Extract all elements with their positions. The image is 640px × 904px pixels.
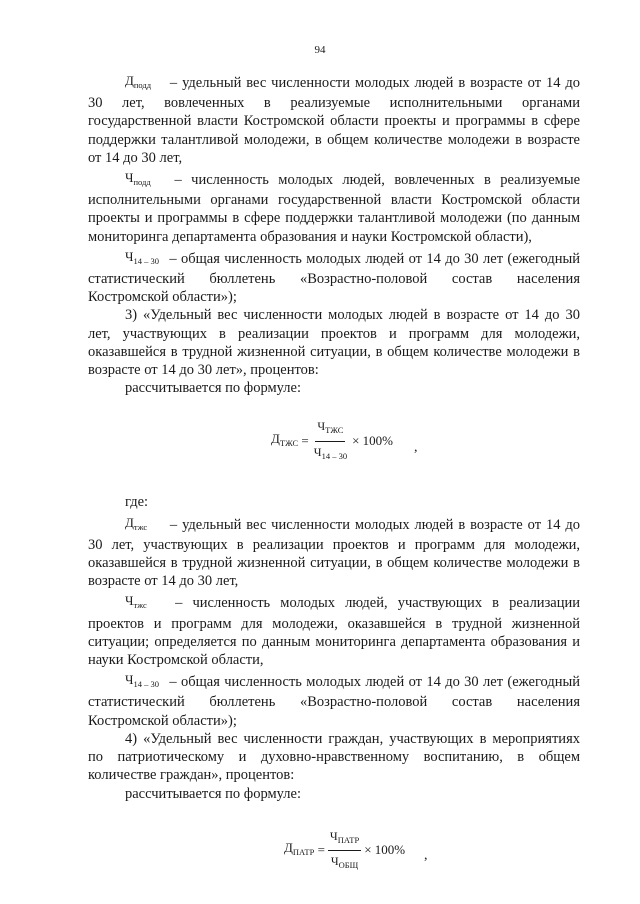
symbol: $Ч_{14 - 30}$: [125, 248, 159, 266]
denominator: $Ч_{ОБЩ}$: [330, 853, 359, 870]
definition-text: – удельный вес численности молодых людей в возрасте от 14 до 30 лет, участвующих в реализации проектов и программ для молодежи, оказавшейся в трудной жизненной ситуации, в общем количестве молодежи в возрасте от 14 до 30 лет,: [88, 516, 580, 590]
formula-multiplier: × 100%: [352, 433, 393, 449]
formula-fraction: [312, 417, 349, 464]
definition-ch-podd: [88, 169, 580, 246]
definition-text: – численность молодых людей, вовлеченных в реализуемые исполнительными органами государственной власти Костромской области проекты и программы в сфере поддержки талантливой молодежи (по данным мониторинга департамента образования и науки Костромской области),: [88, 172, 581, 245]
formula-tzhs: $Д_{ТЖС}$ = $\frac{Ч_{ТЖС}}{Ч_{14 - 30}}$ × 100% ,: [88, 403, 580, 475]
definition-d-tzhs: [88, 514, 580, 591]
formula-lhs: $Д_{ПАТР}$: [284, 840, 315, 858]
formula-intro: рассчитывается по формуле:: [125, 380, 301, 397]
where-label: где:: [125, 494, 149, 511]
indicator-3-paragraph: 3) «Удельный вес численности молодых людей в возрасте от 14 до 30 лет, участвующих в реализации проектов и программ для молодежи, оказавшейся в трудной жизненной ситуации, в общем количестве молодежи в возрасте от 14 до 30 лет», процентов:: [88, 307, 580, 379]
definition-ch-14-30-second: [88, 671, 580, 730]
formula-lhs: $Д_{ТЖС}$: [271, 431, 299, 449]
definition-text: – численность молодых людей, участвующих в реализации проектов и программ для молодежи, оказавшейся в трудной жизненной ситуации; определяется по данным мониторинга департамента образования и науки Костромской области,: [88, 595, 581, 669]
denominator: $Ч_{14 - 30}$: [313, 444, 348, 461]
symbol: $Ч_{14 - 30}$: [125, 672, 159, 690]
formula-intro-second: рассчитывается по формуле:: [125, 785, 301, 802]
numerator: $Ч_{ТЖС}$: [315, 417, 345, 441]
definition-text: – удельный вес численности молодых людей в возрасте от 14 до 30 лет, вовлеченных в реализуемые исполнительными органами государственной власти Костромской области проекты и программы в сфере поддержки талантливой молодежи, в общем количестве молодежи в возрасте от 14 до 30 лет,: [88, 75, 580, 166]
formula-patr: $Д_{ПАТР}$ = $\frac{Ч_{ПАТР}}{Ч_{ОБЩ}}$ × 100% ,: [88, 809, 580, 881]
numerator: $Ч_{ПАТР}$: [328, 827, 361, 851]
definition-ch-tzhs: [88, 592, 580, 669]
definition-d-podd: [88, 72, 580, 167]
symbol: $Ч_{тжс}$: [125, 593, 147, 611]
definition-ch-14-30: [88, 248, 580, 307]
page-number: 94: [314, 44, 326, 56]
formula-comma: ,: [414, 440, 418, 456]
formula-fraction: [328, 827, 361, 874]
symbol: $Ч_{подд}$: [125, 170, 151, 188]
formula-multiplier: × 100%: [364, 842, 406, 858]
document-body: [88, 70, 580, 887]
symbol: $Д_{тжс}$: [125, 514, 148, 532]
definition-text: – общая численность молодых людей от 14 до 30 лет (ежегодный статистический бюллетень «Возрастно-половой состав населения Костромской области»);: [88, 250, 581, 306]
definition-text: – общая численность молодых людей от 14 до 30 лет (ежегодный статистический бюллетень «Возрастно-половой состав населения Костромской области»);: [88, 674, 581, 729]
formula-comma: ,: [424, 847, 428, 863]
indicator-4-paragraph: 4) «Удельный вес численности граждан, участвующих в мероприятиях по патриотическому и духовно-нравственному воспитанию, в общем количестве граждан», процентов:: [88, 730, 580, 784]
symbol: $Д_{подд}$: [125, 73, 152, 90]
